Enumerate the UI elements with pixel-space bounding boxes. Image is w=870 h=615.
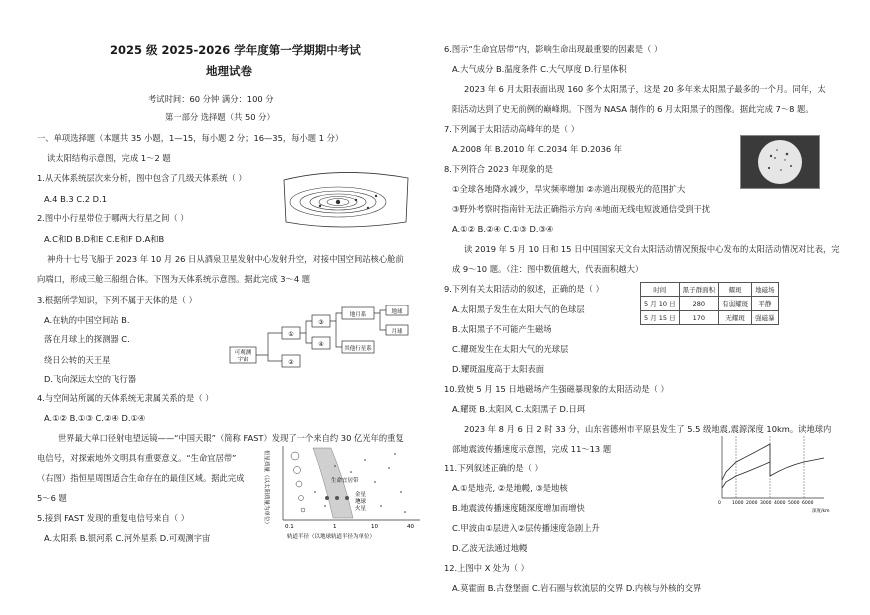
question-11: 11.下列叙述正确的是（ ）: [444, 463, 543, 473]
question-8: 8.下列符合 2023 年现象的是: [444, 164, 553, 174]
exam-info: 考试时间：60 分钟 满分：100 分: [148, 94, 274, 104]
table-cell: 170: [679, 311, 719, 325]
celestial-system-figure: [228, 305, 413, 375]
quake-tick: 1000: [732, 501, 744, 506]
question-9-b: B.太阳黑子不可能产生磁场: [452, 324, 552, 334]
quake-tick: 5000: [788, 501, 800, 506]
intro-2a: 神舟十七号飞船于 2023 年 10 月 26 日从酒泉卫星发射中心发射升空，对接中国空间站核心舱前: [47, 254, 404, 264]
question-12: 12.上图中 X 处为（ ）: [444, 563, 529, 573]
planet-earth: 地球: [355, 499, 367, 505]
intro-6a: 2023 年 8 月 6 日 2 时 33 分，山东省德州市平原县发生了 5.5 级地震,震源深度 10km。读地球内: [464, 424, 832, 434]
tick-10: 10: [371, 524, 378, 530]
habitable-ylabel: 恒星质量（以太阳质量为单位）: [263, 450, 269, 528]
question-4-options: A.①② B.①③ C.②④ D.①④: [44, 413, 146, 423]
quake-tick: 4000: [774, 501, 786, 506]
label-3: ③: [318, 319, 324, 326]
question-3-d: D.飞向深远太空的飞行器: [44, 374, 136, 384]
question-7: 7.下列属于太阳活动高峰年的是（ ）: [444, 124, 580, 134]
solar-activity-table: [640, 282, 779, 325]
question-8-1: ①全球各地降水减少，旱灾频率增加 ②赤道出现极光的范围扩大: [452, 184, 686, 194]
section-title: 第一部分 选择题（共 50 分）: [165, 112, 275, 122]
question-6-options: A.大气成分 B.温度条件 C.大气厚度 D.行星体积: [452, 64, 627, 74]
label-4: ④: [318, 341, 324, 348]
intro-3d: 5～6 题: [37, 493, 67, 503]
label-earth-moon: 地月系: [349, 312, 367, 318]
question-5-options: A.太阳系 B.银河系 C.河外星系 D.可观测宇宙: [44, 533, 211, 543]
question-1-options: A.4 B.3 C.2 D.1: [44, 194, 107, 204]
table-cell: 5 月 10 日: [641, 297, 680, 311]
tick-40: 40: [407, 524, 414, 530]
question-5: 5.接到 FAST 发现的重复电信号来自（ ）: [37, 513, 190, 523]
table-cell: 有弱耀斑: [719, 297, 752, 311]
intro-1: 读太阳结构示意图，完成 1～2 题: [47, 153, 171, 163]
habitable-zone-figure: [255, 442, 430, 552]
question-10-options: A.耀斑 B.太阳风 C.太阳黑子 D.日珥: [452, 404, 586, 414]
table-cell: 280: [679, 297, 719, 311]
question-3-b: 落在月球上的探测器 C.: [44, 334, 130, 344]
label-2: ②: [288, 359, 294, 366]
subject-title: 地理试卷: [206, 64, 252, 78]
table-header: 地磁场: [752, 283, 779, 297]
label-observable-universe-b: 宇宙: [237, 357, 249, 363]
planet-mars: 火星: [355, 506, 367, 512]
intro-6b: 部地震波传播速度示意图，完成 11～13 题: [452, 444, 612, 454]
label-earth: 地球: [391, 309, 403, 315]
table-row: [641, 297, 779, 311]
quake-xlabel: 深度/km: [812, 509, 830, 514]
question-11-b: B.地震波传播速度随深度增加而增快: [452, 503, 585, 513]
table-cell: 5 月 15 日: [641, 311, 680, 325]
table-header: 黑子群面积: [679, 283, 719, 297]
table-header: 时间: [641, 283, 680, 297]
question-1: 1.从天体系统层次来分析，图中包含了几级天体系统（ ）: [37, 173, 247, 183]
question-3-c: 绕日公转的天王星: [44, 355, 111, 365]
table-header: 耀斑: [719, 283, 752, 297]
question-6: 6.图示“生命宜居带”内，影响生命出现最重要的因素是（ ）: [444, 44, 663, 54]
question-11-a: A.①是地壳, ②是地幔, ③是地核: [452, 483, 568, 493]
tick-0-1: 0.1: [285, 524, 294, 530]
intro-3b: 电信号，对探索地外文明具有重要意义。“生命宜居带”: [37, 453, 237, 463]
question-12-options: A.莫霍面 B.古登堡面 C.岩石圈与软流层的交界 D.内核与外核的交界: [452, 583, 702, 593]
instructions: 一、单项选择题（本题共 35 小题，1—15，每小题 2 分；16—35，每小题 1 分）: [37, 133, 344, 143]
question-9-a: A.太阳黑子发生在太阳大气的色球层: [452, 304, 585, 314]
intro-3a: 世界最大单口径射电望远镜——“中国天眼”（简称 FAST）发现了一个来自约 30 亿光年的重复: [58, 433, 404, 443]
question-9-d: D.耀斑温度高于太阳表面: [452, 364, 544, 374]
question-11-c: C.甲波由①层进入②层传播速度急剧上升: [452, 523, 600, 533]
intro-4b: 阳活动达到了史无前例的巅峰期。下图为 NASA 制作的 6 月太阳黑子的图像。据此完成 7～8 题。: [452, 104, 814, 114]
intro-2b: 向端口，形成三舱三船组合体。下图为天体系统示意图。据此完成 3～4 题: [37, 274, 311, 284]
question-8-options: A.①② B.②④ C.①③ D.③④: [452, 224, 554, 234]
intro-4a: 2023 年 6 月太阳表面出现 160 多个太阳黑子，这是 20 多年来太阳黑子最多的一个月。同年，太: [464, 84, 826, 94]
habitable-xlabel: 轨道半径（以地球轨道半径为单位）: [287, 534, 376, 540]
question-10: 10.致使 5 月 15 日地磁场产生强磁暴现象的太阳活动是（ ）: [444, 384, 669, 394]
question-2: 2.图中小行星带位于哪两大行星之间（ ）: [37, 213, 189, 223]
tick-1: 1: [333, 524, 337, 530]
quake-tick: 6000: [802, 501, 814, 506]
quake-tick: 3000: [760, 501, 772, 506]
sunspot-image: [740, 135, 820, 189]
question-3: 3.根据所学知识，下列不属于天体的是（ ）: [37, 295, 197, 305]
planet-venus: 金星: [355, 492, 367, 498]
solar-system-figure: [280, 170, 412, 230]
question-2-options: A.C和D B.D和E C.E和F D.A和B: [44, 234, 165, 244]
exam-title: 2025 级 2025-2026 学年度第一学期期中考试: [110, 43, 361, 57]
question-9-c: C.耀斑发生在太阳大气的光球层: [452, 344, 569, 354]
question-4: 4.与空间站所属的天体系统无隶属关系的是（ ）: [37, 393, 214, 403]
table-cell: 平静: [752, 297, 779, 311]
label-observable-universe-a: 可观测: [234, 350, 252, 356]
label-1: ①: [288, 331, 294, 338]
seismic-wave-figure: [712, 432, 832, 522]
label-moon: 月球: [391, 329, 403, 335]
table-row: [641, 311, 779, 325]
label-other-planets: 其他行星系: [344, 346, 372, 352]
question-8-2: ③野外考察时指南针无法正确指示方向 ④地面无线电短波通信受到干扰: [452, 204, 711, 214]
table-cell: 无耀斑: [719, 311, 752, 325]
question-3-a: A.在轨的中国空间站 B.: [44, 315, 130, 325]
quake-tick: 0: [718, 501, 721, 506]
table-cell: 强磁暴: [752, 311, 779, 325]
intro-3c: （右图）指恒星周围适合生命存在的最佳区域。据此完成: [37, 473, 245, 483]
intro-5a: 读 2019 年 5 月 10 日和 15 日中国国家天文台太阳活动情况预报中心发布的太阳活动情况对比表，完: [464, 244, 840, 254]
intro-5b: 成 9～10 题。（注：图中数值越大，代表面积越大）: [452, 264, 644, 274]
question-11-d: D.乙波无法通过地幔: [452, 543, 528, 553]
question-7-options: A.2008 年 B.2010 年 C.2034 年 D.2036 年: [452, 144, 623, 154]
habitable-zone-label: 生命宜居带: [331, 478, 359, 484]
table-header-row: [641, 283, 779, 297]
quake-tick: 2000: [746, 501, 758, 506]
question-9: 9.下列有关太阳活动的叙述，正确的是（ ）: [444, 284, 604, 294]
